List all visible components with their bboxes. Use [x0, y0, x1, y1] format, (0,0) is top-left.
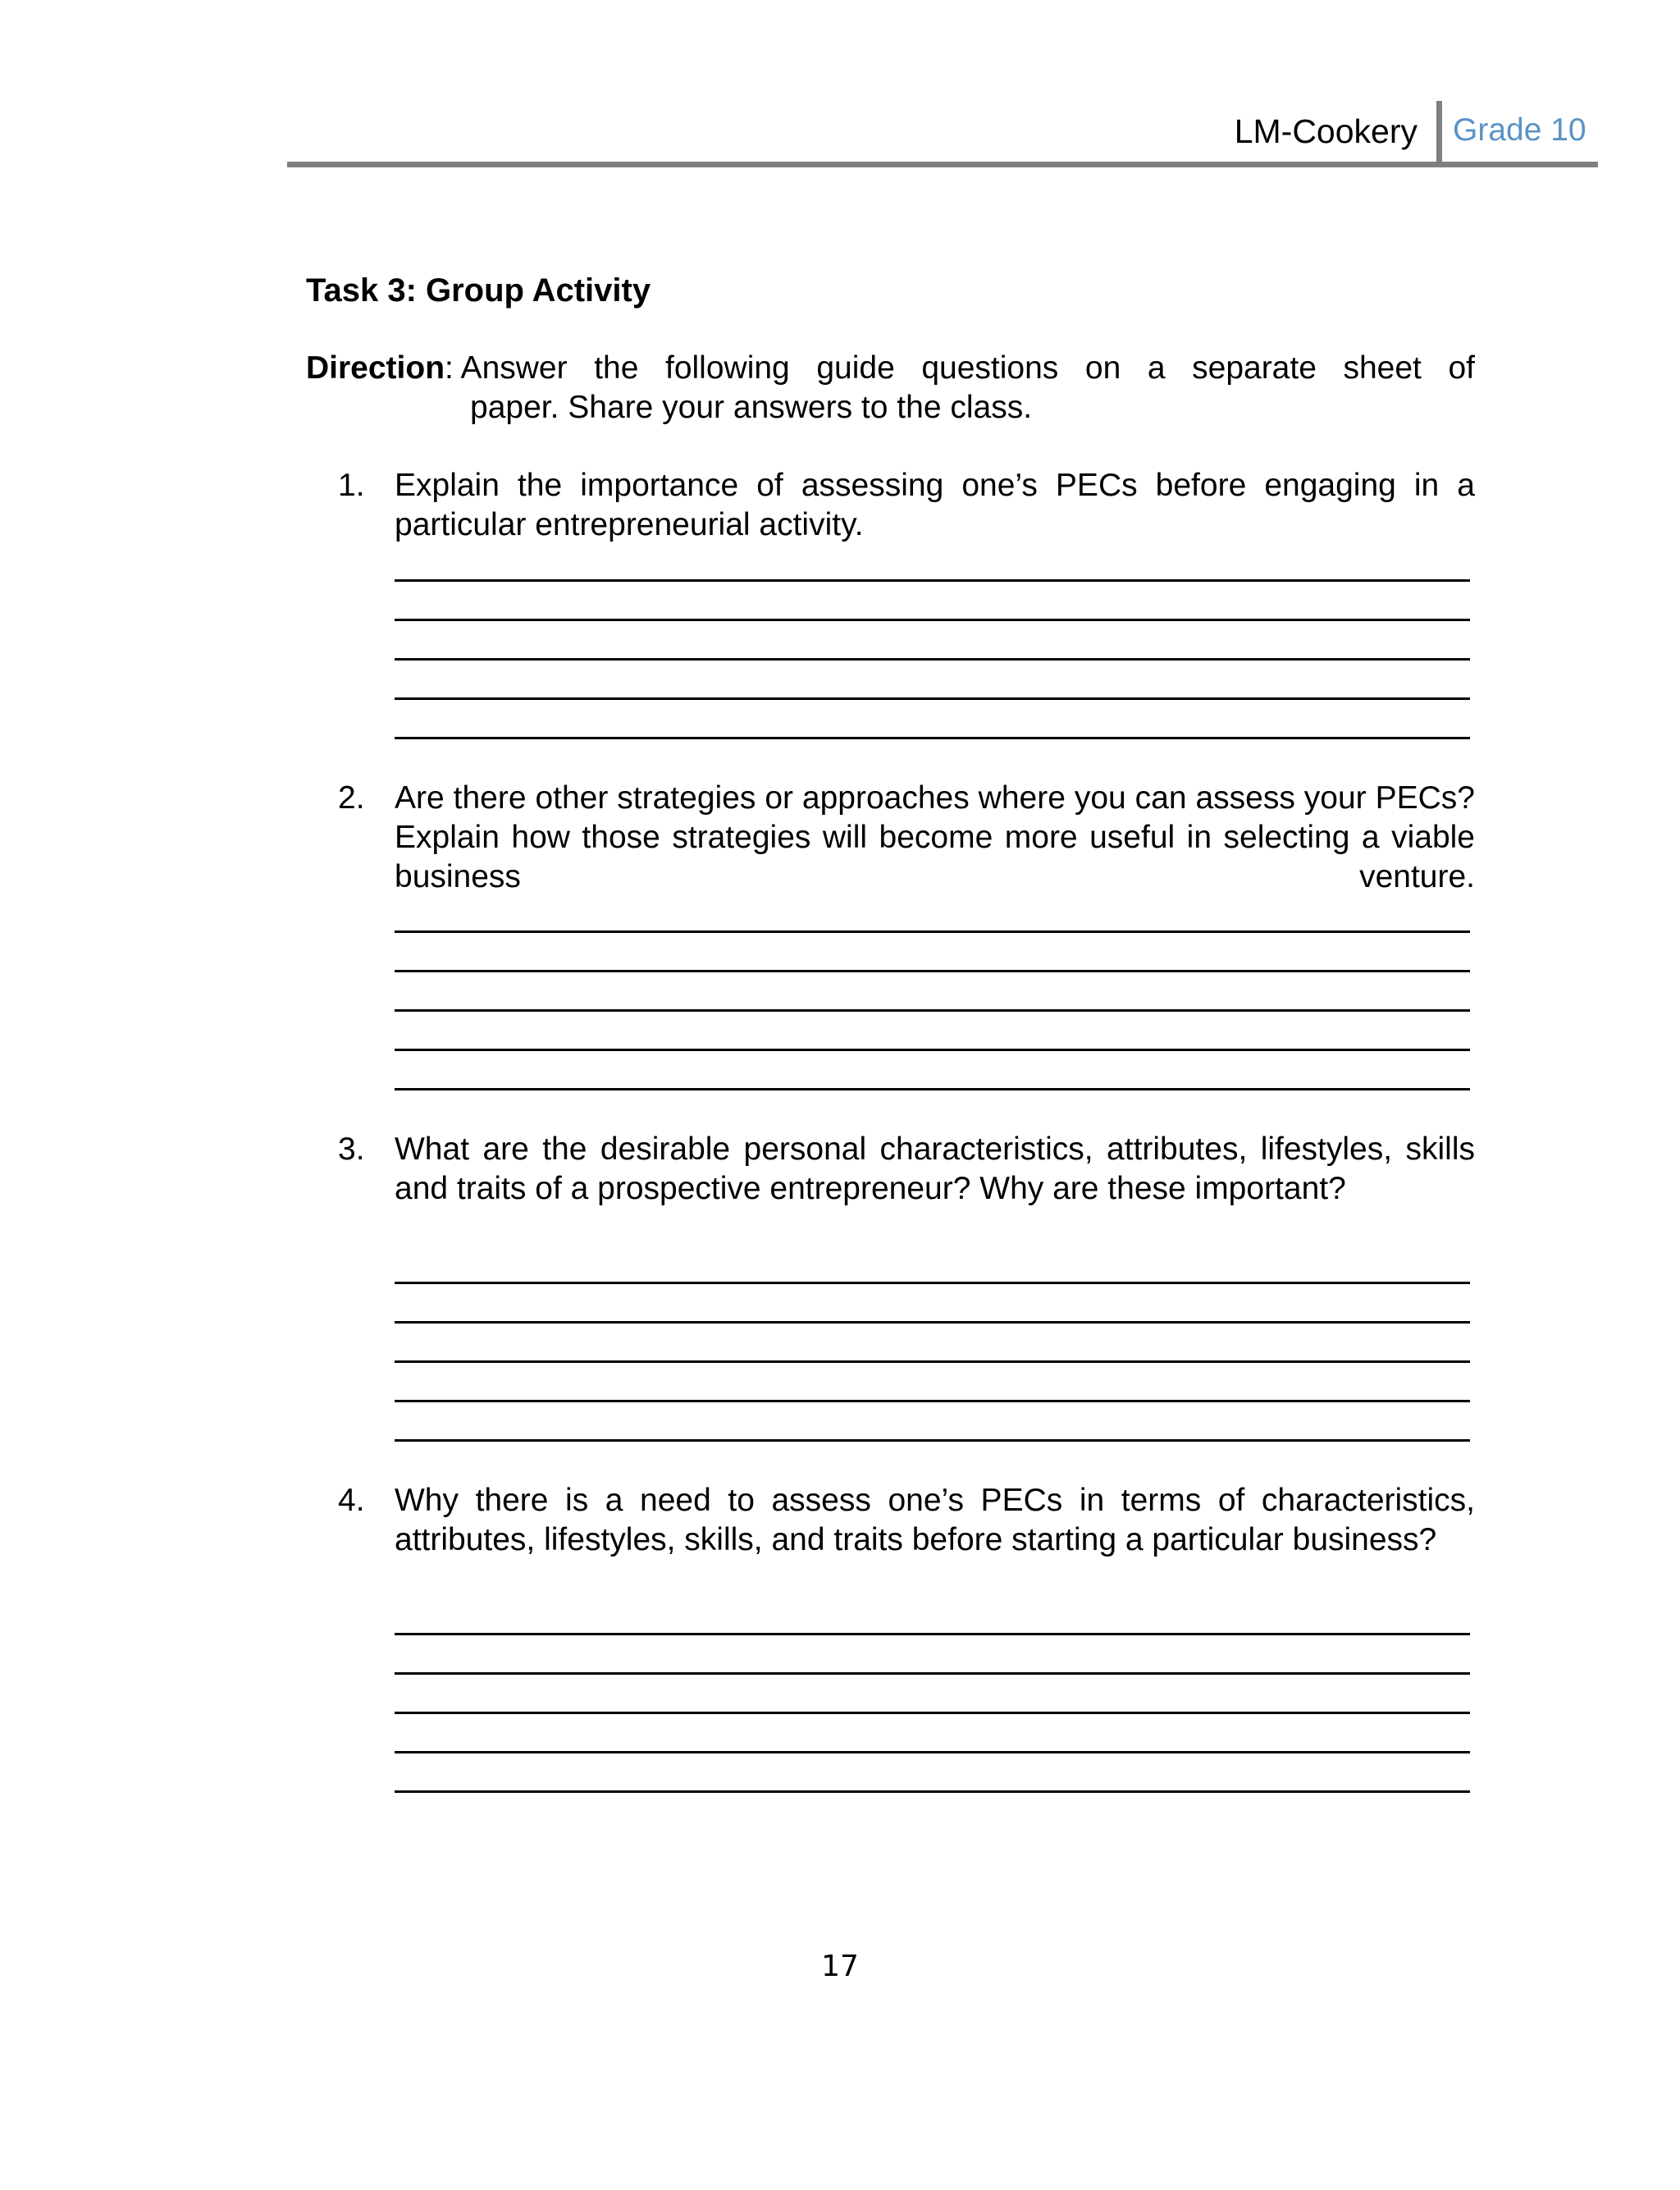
answer-line [395, 1633, 1470, 1635]
question-text: Why there is a need to assess one’s PECs in terms of characteristics, attributes, lifestyles, skills, and traits before starting a particular business? [395, 1483, 1475, 1557]
answer-line [395, 1009, 1470, 1012]
question-text: What are the desirable personal characteristics, attributes, lifestyles, skills and traits of a prospective entrepreneur? Why are these important? [395, 1132, 1475, 1206]
task-title: Task 3: Group Activity [306, 272, 651, 309]
answer-line [395, 1088, 1470, 1090]
answer-line [395, 1282, 1470, 1284]
header-rule [287, 162, 1598, 167]
header-divider [1436, 101, 1442, 165]
direction-word: sheet [1343, 350, 1422, 386]
question-number: 3. [338, 1132, 365, 1167]
direction-first-line [306, 349, 1475, 388]
direction-word: following [664, 350, 790, 386]
direction-word: a [1147, 350, 1166, 386]
question-2 [338, 779, 1475, 897]
answer-line [395, 1751, 1470, 1753]
page-header [287, 98, 1598, 167]
answer-line [395, 697, 1470, 700]
direction-paragraph [306, 349, 1475, 427]
question-number: 2. [338, 780, 365, 816]
direction-word: guide [816, 350, 895, 386]
question-number: 4. [338, 1483, 365, 1518]
direction-word: questions [921, 350, 1059, 386]
answer-line [395, 930, 1470, 933]
page-number: 17 [821, 1950, 859, 1983]
question-4 [338, 1481, 1475, 1560]
header-subject: LM-Cookery [1234, 112, 1418, 150]
answer-line [395, 1712, 1470, 1714]
answer-line [395, 658, 1470, 661]
direction-word: : Answer [445, 350, 568, 386]
answer-line [395, 970, 1470, 972]
answer-line [395, 737, 1470, 739]
direction-word: of [1448, 350, 1475, 386]
question-text: Are there other strategies or approaches where you can assess your PECs? Explain how those strategies will become more useful in selecting a viable business venture. [395, 780, 1475, 894]
answer-line [395, 1360, 1470, 1363]
answer-line [395, 619, 1470, 621]
answer-line [395, 1439, 1470, 1442]
question-number: 1. [338, 468, 365, 503]
answer-line [395, 1049, 1470, 1051]
answer-line [395, 1672, 1470, 1675]
answer-line [395, 1790, 1470, 1793]
header-grade: Grade 10 [1453, 112, 1586, 148]
direction-second-line: paper. Share your answers to the class. [470, 390, 1033, 425]
answer-line [395, 1400, 1470, 1402]
direction-label-group [306, 349, 568, 388]
answer-line [395, 579, 1470, 582]
direction-word: separate [1192, 350, 1317, 386]
direction-word: on [1084, 350, 1121, 386]
question-1 [338, 466, 1475, 545]
question-3 [338, 1130, 1475, 1209]
question-text: Explain the importance of assessing one’s PECs before engaging in a particular entrepreneurial activity. [395, 468, 1475, 542]
answer-line [395, 1321, 1470, 1324]
direction-label: Direction [306, 350, 445, 386]
direction-word: the [594, 350, 639, 386]
